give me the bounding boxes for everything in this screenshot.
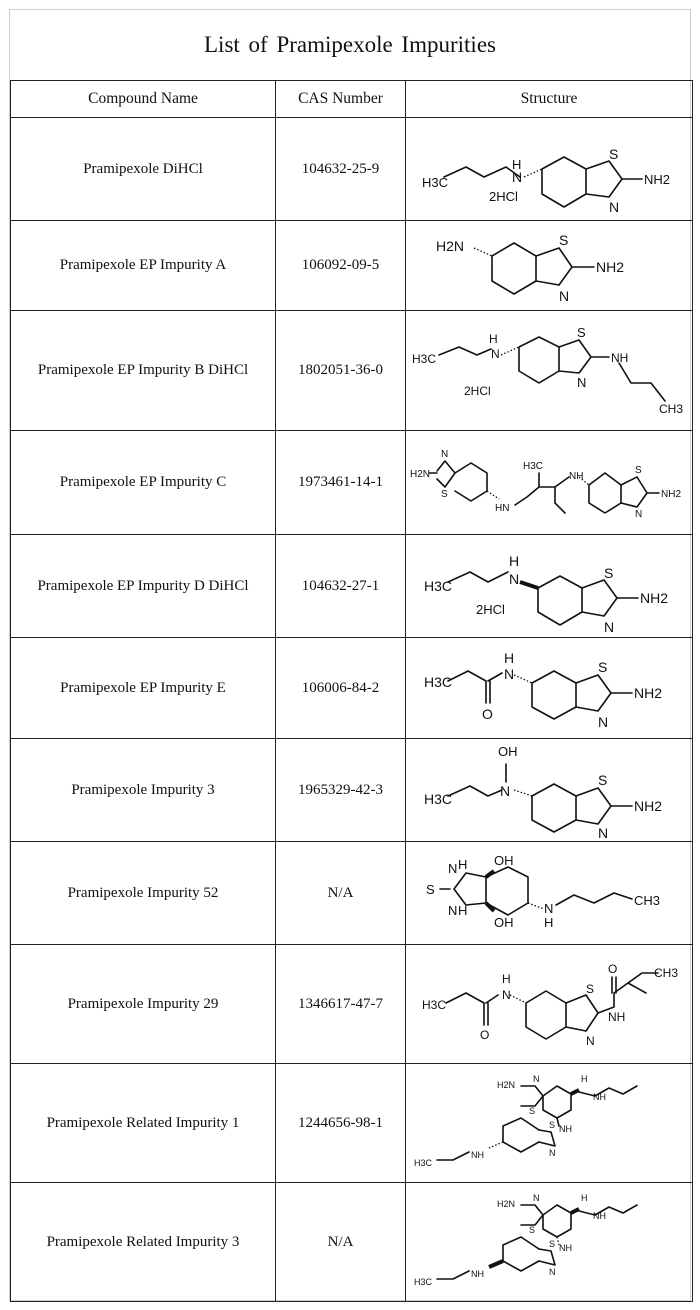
h-label-2: H	[458, 903, 468, 918]
s-label: S	[577, 324, 586, 340]
n-label: N	[504, 666, 515, 682]
h2n-label: H2N	[497, 1198, 516, 1209]
impurity-29-structure	[414, 947, 684, 1062]
h-label: H	[581, 1073, 588, 1084]
s-label-2: S	[635, 464, 642, 476]
ch3-label: CH3	[654, 965, 679, 980]
n-label: N	[502, 987, 511, 1002]
nh2-label: NH2	[640, 590, 669, 606]
compound-name-cell: Pramipexole Impurity 3	[11, 739, 276, 842]
structure-cell	[406, 739, 693, 842]
n-ring-label: N	[609, 199, 620, 215]
header-cas-number: CAS Number	[276, 81, 406, 118]
nh2-label: NH2	[644, 172, 671, 187]
cas-number-cell: N/A	[276, 842, 406, 945]
oh-label: OH	[498, 744, 518, 759]
document-page	[9, 9, 691, 1301]
n-label: N	[500, 783, 511, 799]
h3c-label: H3C	[414, 1157, 433, 1168]
h-label: H	[458, 857, 468, 872]
o-label: O	[482, 706, 493, 722]
n-ring-label: N	[533, 1192, 540, 1203]
cas-number-cell: N/A	[276, 1183, 406, 1302]
impurity-b-structure	[409, 313, 689, 429]
nh-label-3: NH	[471, 1149, 484, 1160]
s-label: S	[559, 231, 569, 248]
cas-number-cell: 1244656-98-1	[276, 1064, 406, 1183]
compound-name-cell: Pramipexole EP Impurity C	[11, 431, 276, 535]
table-row	[11, 945, 693, 1064]
nh-label-3: NH	[471, 1268, 484, 1279]
o-label: O	[480, 1027, 490, 1042]
hcl-label: 2HCl	[464, 383, 491, 398]
s-label: S	[586, 981, 595, 996]
h3c-label: H3C	[422, 997, 447, 1012]
n-ring-label: N	[598, 714, 609, 730]
h-label: H	[489, 331, 498, 346]
s-label: S	[529, 1105, 536, 1116]
s-label: S	[609, 146, 619, 162]
compound-name-cell: Pramipexole EP Impurity A	[11, 221, 276, 311]
table-row	[11, 739, 693, 842]
h2n-label: H2N	[410, 468, 431, 480]
header-compound-name: Compound Name	[11, 81, 276, 118]
h3c-label: H3C	[424, 791, 453, 807]
s-label: S	[598, 772, 608, 788]
impurity-3-structure	[414, 740, 684, 840]
h-label-3: H	[544, 915, 554, 930]
structure-cell	[406, 842, 693, 945]
related-impurity-3-structure	[409, 1185, 689, 1300]
hn-label: HN	[495, 502, 510, 514]
n-ring-label-2: N	[635, 508, 643, 520]
h3c-label: H3C	[424, 578, 453, 594]
structure-cell	[406, 945, 693, 1064]
hcl-label: 2HCl	[476, 602, 505, 617]
structure-cell	[406, 1064, 693, 1183]
h-label: H	[509, 553, 520, 569]
nh-label: NH	[569, 470, 584, 482]
h3c-label: H3C	[414, 1276, 433, 1287]
compound-name-cell: Pramipexole Impurity 52	[11, 842, 276, 945]
compound-name-cell: Pramipexole EP Impurity B DiHCl	[11, 311, 276, 431]
n-ring-label: N	[577, 374, 587, 390]
h2n-label: H2N	[436, 237, 465, 254]
table-row	[11, 842, 693, 945]
s-label: S	[598, 659, 608, 675]
structure-cell	[406, 1183, 693, 1302]
hcl-label: 2HCl	[489, 189, 518, 204]
nh-label: NH	[611, 350, 629, 365]
h3c-label: H3C	[424, 674, 453, 690]
nh-label: NH	[593, 1210, 606, 1221]
structure-cell	[406, 535, 693, 638]
cas-number-cell: 1965329-42-3	[276, 739, 406, 842]
cas-number-cell: 104632-25-9	[276, 118, 406, 221]
cas-number-cell: 1802051-36-0	[276, 311, 406, 431]
impurity-52-structure	[414, 843, 684, 943]
h3c-label: H3C	[422, 175, 449, 190]
compound-name-cell: Pramipexole EP Impurity D DiHCl	[11, 535, 276, 638]
s-label: S	[529, 1224, 536, 1235]
h-label: H	[502, 971, 511, 986]
compound-name-cell: Pramipexole EP Impurity E	[11, 638, 276, 739]
structure-cell	[406, 638, 693, 739]
cas-number-cell: 1973461-14-1	[276, 431, 406, 535]
nh2-label: NH2	[634, 798, 663, 814]
s-label: S	[604, 565, 614, 581]
n-ring-label-2: N	[549, 1147, 556, 1158]
impurity-d-structure	[414, 536, 684, 636]
impurity-c-structure	[407, 433, 691, 533]
n-label: N	[509, 571, 520, 587]
o-label-2: O	[608, 961, 618, 976]
table-row	[11, 638, 693, 739]
n-ring-label-2: N	[549, 1266, 556, 1277]
table-row	[11, 1183, 693, 1302]
nh2-label: NH2	[634, 685, 663, 701]
h3c-label: H3C	[412, 351, 437, 366]
table-header-row	[11, 81, 693, 118]
nh-label-2: NH	[559, 1123, 572, 1134]
compound-name-cell: Pramipexole Related Impurity 1	[11, 1064, 276, 1183]
n-label: N	[544, 901, 554, 916]
n-ring-label: N	[559, 287, 570, 304]
oh-label-2: OH	[494, 915, 514, 930]
n-ring-label: N	[604, 619, 615, 635]
impurity-e-structure	[414, 639, 684, 737]
h3c-label: H3C	[523, 460, 544, 472]
s-label-2: S	[549, 1119, 556, 1130]
h-label: H	[581, 1192, 588, 1203]
ch3-label: CH3	[634, 893, 661, 908]
n-label-top: N	[448, 861, 458, 876]
cas-number-cell: 106006-84-2	[276, 638, 406, 739]
structure-cell	[406, 118, 693, 221]
oh-label: OH	[494, 853, 514, 868]
cas-number-cell: 1346617-47-7	[276, 945, 406, 1064]
pramipexole-dihcl-structure	[414, 119, 684, 219]
h-label: H	[504, 650, 515, 666]
nh2-label: NH2	[596, 258, 625, 275]
n-label: N	[491, 346, 500, 361]
header-structure: Structure	[406, 81, 693, 118]
compound-name-cell: Pramipexole DiHCl	[11, 118, 276, 221]
structure-cell	[406, 431, 693, 535]
n-label: N	[512, 169, 523, 185]
table-row	[11, 311, 693, 431]
cas-number-cell: 104632-27-1	[276, 535, 406, 638]
ch3-label: CH3	[659, 401, 684, 416]
table-row	[11, 1064, 693, 1183]
nh-label-2: NH	[559, 1242, 572, 1253]
table-row	[11, 118, 693, 221]
s-thione-label: S	[426, 882, 435, 897]
s-label: S	[441, 488, 448, 500]
n-ring-label: N	[586, 1033, 595, 1048]
h-label: H	[512, 157, 522, 172]
impurities-table	[10, 80, 693, 1302]
related-impurity-1-structure	[409, 1066, 689, 1181]
structure-cell	[406, 221, 693, 311]
nh-label: NH	[593, 1091, 606, 1102]
n-ring-label: N	[533, 1073, 540, 1084]
compound-name-cell: Pramipexole Impurity 29	[11, 945, 276, 1064]
nh2-label: NH2	[661, 488, 682, 500]
structure-cell	[406, 311, 693, 431]
n-ring-label: N	[598, 825, 609, 840]
cas-number-cell: 106092-09-5	[276, 221, 406, 311]
table-row	[11, 431, 693, 535]
s-label-2: S	[549, 1238, 556, 1249]
n-ring-label: N	[441, 448, 449, 460]
compound-name-cell: Pramipexole Related Impurity 3	[11, 1183, 276, 1302]
page-title: List of Pramipexole Impurities	[204, 32, 496, 57]
table-row	[11, 221, 693, 311]
impurity-a-structure	[414, 223, 684, 309]
n-label-bottom: N	[448, 903, 458, 918]
table-row	[11, 535, 693, 638]
h2n-label: H2N	[497, 1079, 516, 1090]
nh-label: NH	[608, 1009, 626, 1024]
